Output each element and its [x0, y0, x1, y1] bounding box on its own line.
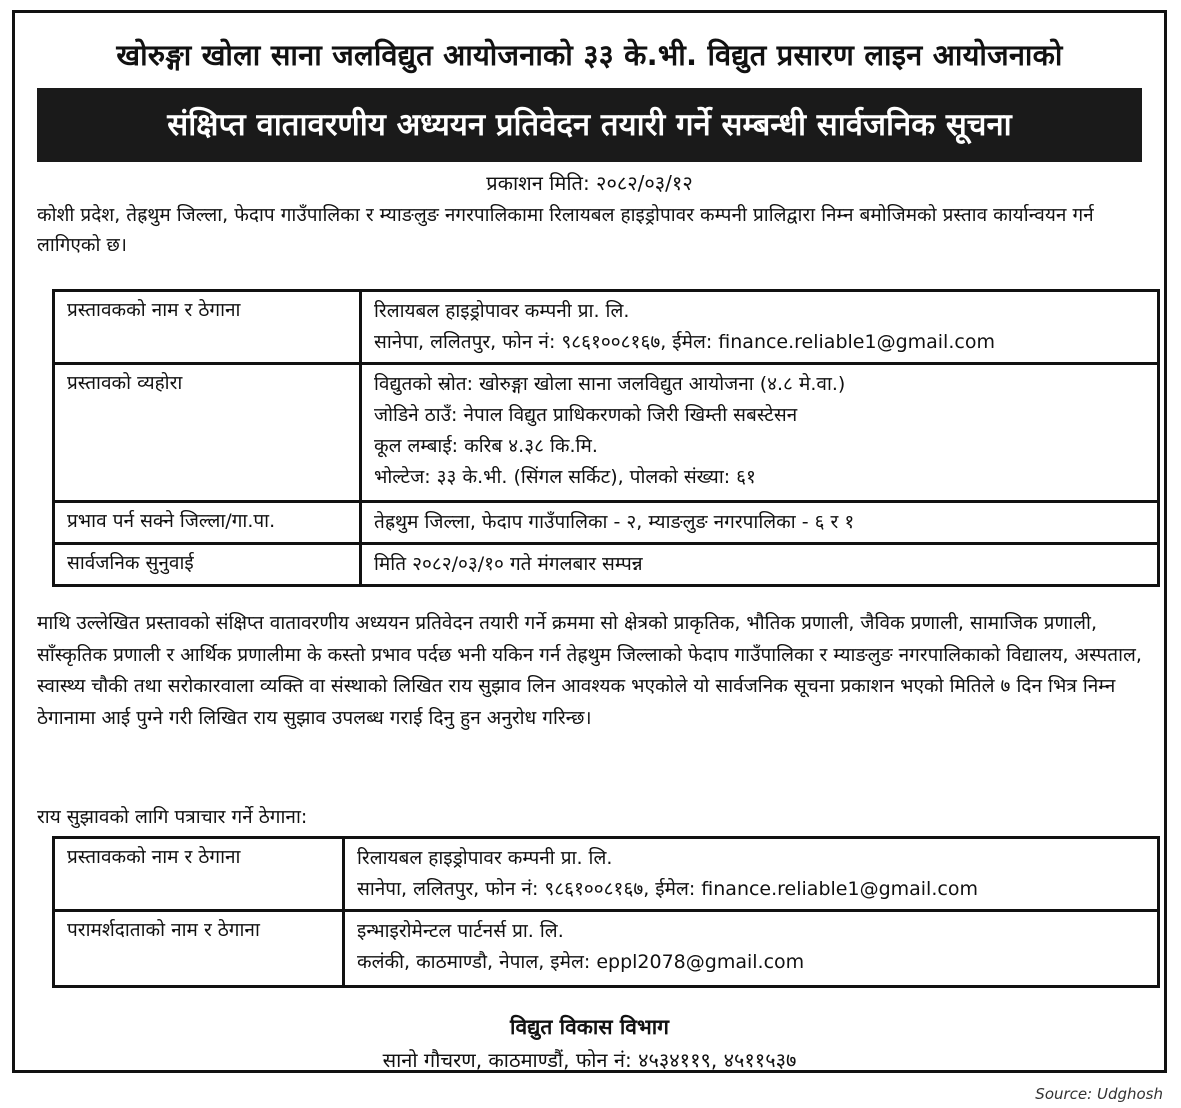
publication-date: प्रकाशन मिति: २०८२/०३/१२: [486, 171, 693, 195]
row-value: [361, 291, 1159, 364]
proponent-name: रिलायबल हाइड्रोपावर कम्पनी प्रा. लि.: [357, 847, 613, 869]
address-label: राय सुझावको लागि पत्राचार गर्ने ठेगाना:: [37, 806, 308, 828]
public-notice: [12, 10, 1167, 1073]
table-row: [54, 502, 1159, 544]
affected-areas: तेह्रथुम जिल्ला, फेदाप गाउँपालिका - २, म्याङलुङ नगरपालिका - ६ र १: [374, 511, 855, 533]
table-row: [54, 911, 1159, 987]
row-label: प्रस्तावकको नाम र ठेगाना: [54, 291, 361, 364]
department-name: विद्युत विकास विभाग: [510, 1015, 669, 1039]
department-address: सानो गौचरण, काठमाण्डौं, फोन नं: ४५३४११९, ४५११५३७: [382, 1048, 797, 1072]
notice-title-banner: संक्षिप्त वातावरणीय अध्ययन प्रतिवेदन तयारी गर्ने सम्बन्धी सार्वजनिक सूचना: [37, 88, 1142, 162]
intro-paragraph: कोशी प्रदेश, तेह्रथुम जिल्ला, फेदाप गाउँपालिका र म्याङलुङ नगरपालिकामा रिलायबल हाइड्रोपावर कम्पनी प्रालिद्वारा निम्न बमोजिमको प्रस्ताव कार्यान्वयन गर्न लागिएको छ।: [37, 204, 1094, 256]
row-value: [361, 502, 1159, 544]
proponent-contact: सानेपा, ललितपुर, फोन नं: ९८६१००८१६७, ईमेल: finance.reliable1@gmail.com: [374, 331, 995, 353]
row-label: सार्वजनिक सुनुवाई: [54, 544, 361, 586]
row-label: प्रस्तावकको नाम र ठेगाना: [54, 838, 344, 911]
connection-point: जोडिने ठाउँ: नेपाल विद्युत प्राधिकरणको जिरी खिम्ती सबस्टेसन: [374, 404, 798, 426]
row-value: [361, 364, 1159, 502]
table-row: [54, 364, 1159, 502]
proponent-name: रिलायबल हाइड्रोपावर कम्पनी प्रा. लि.: [374, 300, 630, 322]
notice-title-line1: खोरुङ्गा खोला साना जलविद्युत आयोजनाको ३३ के.भी. विद्युत प्रसारण लाइन आयोजनाको: [116, 38, 1063, 72]
voltage-poles: भोल्टेज: ३३ के.भी. (सिंगल सर्किट), पोलको संख्या: ६१: [374, 466, 756, 488]
power-source: विद्युतको स्रोत: खोरुङ्गा खोला साना जलविद्युत आयोजना (४.८ मे.वा.): [374, 373, 846, 395]
proponent-contact: सानेपा, ललितपुर, फोन नं: ९८६१००८१६७, ईमेल: finance.reliable1@gmail.com: [357, 878, 978, 900]
project-details-table: [52, 289, 1160, 587]
table-row: [54, 544, 1159, 586]
row-value: [344, 838, 1159, 911]
table-row: [54, 838, 1159, 911]
row-value: [344, 911, 1159, 987]
body-paragraph: माथि उल्लेखित प्रस्तावको संक्षिप्त वातावरणीय अध्ययन प्रतिवेदन तयारी गर्ने क्रममा सो क्षेत्रको प्राकृतिक, भौतिक प्रणाली, जैविक प्रणाली, सामाजिक प्रणाली, साँस्कृतिक प्रणाली र आर्थिक प्रणालीमा के कस्तो प्रभाव पर्दछ भनी यकिन गर्न तेह्रथुम जिल्लाको फेदाप गाउँपालिका र म्याङलुङ नगरपालिकाको विद्यालय, अस्पताल, स्वास्थ्य चौकी तथा सरोकारवाला व्यक्ति वा संस्थाको लिखित राय सुझाव लिन आवश्यक भएकोले यो सार्वजनिक सूचना प्रकाशन भएको मितिले ७ दिन भित्र निम्न ठेगानामा आई पुग्ने गरी लिखित राय सुझाव उपलब्ध गराई दिनु हुन अनुरोध गरिन्छ।: [37, 612, 1142, 729]
row-label: परामर्शदाताको नाम र ठेगाना: [54, 911, 344, 987]
source-credit: Source: Udghosh: [1035, 1085, 1163, 1103]
consultant-contact: कलंकी, काठमाण्डौ, नेपाल, इमेल: eppl2078@gmail.com: [357, 951, 805, 973]
public-hearing: मिति २०८२/०३/१० गते मंगलबार सम्पन्न: [374, 553, 643, 575]
total-length: कूल लम्बाई: करिब ४.३८ कि.मि.: [374, 435, 598, 457]
row-label: प्रस्तावको व्यहोरा: [54, 364, 361, 502]
contact-table: [52, 836, 1160, 988]
row-value: [361, 544, 1159, 586]
table-row: [54, 291, 1159, 364]
consultant-name: इन्भाइरोमेन्टल पार्टनर्स प्रा. लि.: [357, 920, 564, 942]
row-label: प्रभाव पर्न सक्ने जिल्ला/गा.पा.: [54, 502, 361, 544]
